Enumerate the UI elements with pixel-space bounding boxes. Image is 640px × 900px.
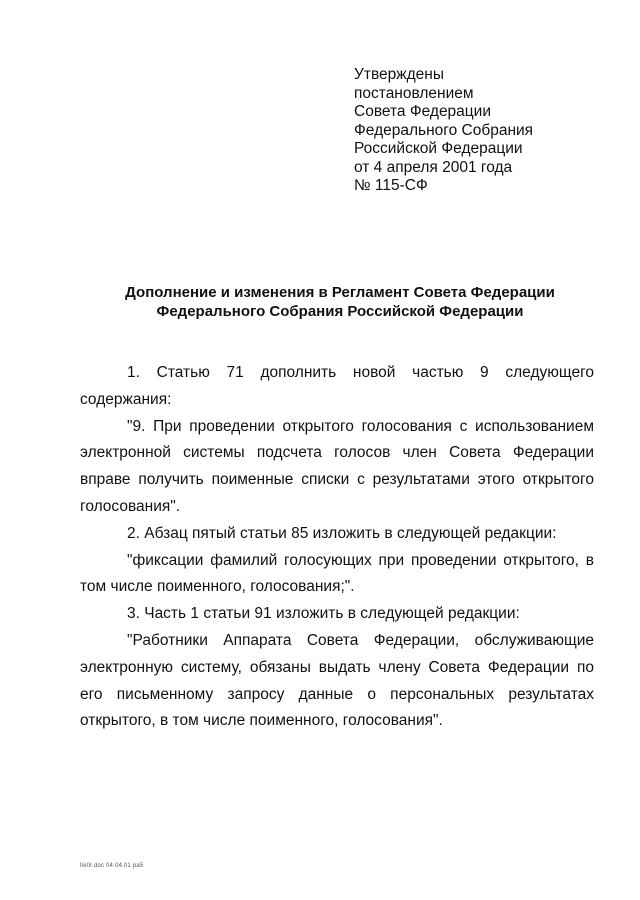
approval-line: Российской Федерации xyxy=(354,140,523,157)
paragraph-quote-3: "Работники Аппарата Совета Федерации, обслуживающие электронную систему, обязаны выдать члену Совета Федерации по его письменному запросу данные о персональных результатах открытого, в том числе поименного, голосования". xyxy=(80,631,594,730)
title-line-1: Дополнение и изменения в Регламент Совета Федерации xyxy=(125,284,555,301)
approval-line: Совета Федерации xyxy=(354,103,491,120)
document-title xyxy=(80,284,600,321)
paragraph-quote-2: "фиксации фамилий голосующих при проведении открытого, в том числе поименного, голосования;". xyxy=(80,551,594,596)
approval-line: постановлением xyxy=(354,84,474,102)
approval-line: Федерального Собрания xyxy=(354,121,534,139)
paragraph-item-2: 2. Абзац пятый статьи 85 изложить в следующей редакции: xyxy=(127,524,557,542)
paragraph-quote-1: "9. При проведении открытого голосования с использованием электронной системы подсчета голосов член Совета Федерации вправе получить поименные списки с результатами этого открытого голосования". xyxy=(80,417,594,515)
approval-line: Утверждены xyxy=(354,66,444,83)
file-footer: lle0r.doc 04.04.01 pa5 xyxy=(80,863,144,869)
paragraph-item-1: 1. Статью 71 дополнить новой частью 9 следующего содержания: xyxy=(80,364,594,408)
paragraph-item-3: 3. Часть 1 статьи 91 изложить в следующей редакции: xyxy=(127,605,520,623)
document-body xyxy=(80,360,594,735)
title-line-2: Федерального Собрания Российской Федерации xyxy=(156,302,524,320)
approval-block xyxy=(354,66,614,196)
approval-line: от 4 апреля 2001 года xyxy=(354,158,513,176)
approval-line: № 115-СФ xyxy=(354,177,428,194)
